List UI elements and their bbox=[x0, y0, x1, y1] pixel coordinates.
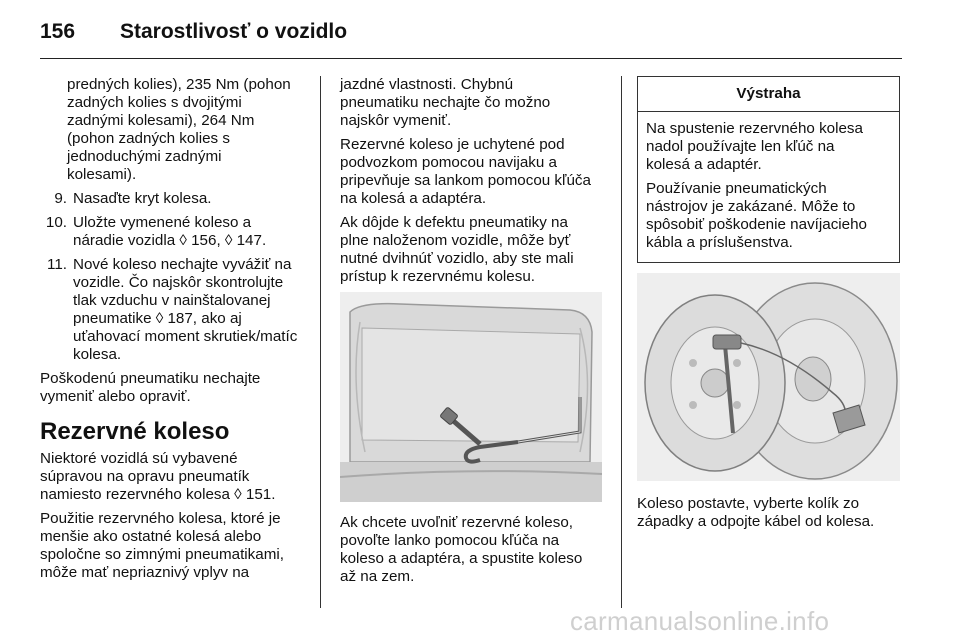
spare-wheel-illustration bbox=[637, 273, 900, 481]
text-line: jednoduchými zadnými bbox=[67, 148, 222, 165]
text-line: západky a odpojte kábel od kolesa. bbox=[637, 513, 875, 530]
text-line: vozidle. Čo najskôr skontrolujte bbox=[73, 274, 284, 291]
page-title: Starostlivosť o vozidlo bbox=[120, 20, 348, 43]
text-line: spôsobiť poškodenie navíjacieho bbox=[646, 216, 868, 233]
text-line: Rezervné koleso je uchytené pod bbox=[340, 136, 565, 153]
text-line: Na spustenie rezervného kolesa bbox=[646, 120, 863, 137]
text-line: Niektoré vozidlá sú vybavené bbox=[40, 450, 238, 467]
text-line: vymeniť alebo opraviť. bbox=[40, 388, 191, 405]
text-line: podvozkom pomocou navijaku a bbox=[340, 154, 557, 171]
text-line: Koleso postavte, vyberte kolík zo bbox=[637, 495, 860, 512]
text-line: uťahovací moment skrutiek/matíc bbox=[73, 328, 298, 345]
text-line: povoľte lanko pomocou kľúča na bbox=[340, 532, 560, 549]
text-line: zadných kolies s dvojitými bbox=[67, 94, 242, 111]
text-line: namiesto rezervného kolesa ◊ 151. bbox=[40, 486, 276, 503]
text-line: pneumatiku nechajte čo možno bbox=[340, 94, 551, 111]
text-line: Ak chcete uvoľniť rezervné koleso, bbox=[340, 514, 573, 531]
paragraph bbox=[646, 180, 891, 252]
step-number: 10. bbox=[45, 214, 67, 231]
paragraph bbox=[40, 510, 310, 582]
wrench-illustration-svg bbox=[340, 292, 602, 502]
column-2 bbox=[340, 76, 605, 592]
text-line: Použitie rezervného kolesa, ktoré je bbox=[40, 510, 281, 527]
text-line: (pohon zadných kolies s bbox=[67, 130, 230, 147]
warning-box bbox=[637, 76, 900, 263]
text-line: súpravou na opravu pneumatík bbox=[40, 468, 250, 485]
paragraph bbox=[340, 136, 605, 208]
text-line: Používanie pneumatických bbox=[646, 180, 827, 197]
text-line: kolesa. bbox=[73, 346, 122, 363]
text-line: koleso a adaptéra, a spustite koleso bbox=[340, 550, 583, 567]
text-line: nástrojov je zakázané. Môže to bbox=[646, 198, 856, 215]
text-line: menšie ako ostatné kolesá alebo bbox=[40, 528, 262, 545]
vehicle-rear-wrench-illustration bbox=[340, 292, 602, 502]
step-text bbox=[73, 214, 310, 250]
text-line: kolesami). bbox=[67, 166, 137, 183]
page-number: 156 bbox=[40, 20, 76, 43]
column-3 bbox=[637, 76, 900, 537]
list-item bbox=[40, 214, 310, 250]
paragraph bbox=[340, 76, 605, 130]
text-line: kolesá a adaptér. bbox=[646, 156, 762, 173]
list-item bbox=[40, 256, 310, 364]
warning-title: Výstraha bbox=[638, 77, 899, 112]
text-line: Ak dôjde k defektu pneumatiky na bbox=[340, 214, 568, 231]
text-line: pripevňuje sa lankom pomocou kľúča bbox=[340, 172, 591, 189]
paragraph bbox=[646, 120, 891, 174]
step-list bbox=[40, 190, 310, 364]
torque-continuation bbox=[40, 76, 310, 184]
column-separator-2 bbox=[621, 76, 622, 608]
section-heading: Rezervné koleso bbox=[40, 418, 230, 445]
paragraph bbox=[40, 450, 310, 504]
paragraph bbox=[40, 370, 310, 406]
step-number: 9. bbox=[54, 190, 67, 207]
text-line: zadnými kolesami), 264 Nm bbox=[67, 112, 255, 129]
step-text bbox=[73, 190, 310, 208]
paragraph bbox=[340, 214, 605, 286]
text-line: prístup k rezervnému kolesu. bbox=[340, 268, 535, 285]
text-line: tlak vzduchu v nainštalovanej bbox=[73, 292, 271, 309]
column-1 bbox=[40, 76, 310, 588]
text-line: môže mať nepriaznivý vplyv na bbox=[40, 564, 250, 581]
text-line: spoločne so zimnými pneumatikami, bbox=[40, 546, 284, 563]
paragraph bbox=[340, 514, 605, 586]
paragraph bbox=[637, 495, 900, 531]
text-line: až na zem. bbox=[340, 568, 415, 585]
text-line: nutné dvihnúť vozidlo, aby ste mali bbox=[340, 250, 574, 267]
list-item bbox=[40, 190, 310, 208]
text-line: kábla a príslušenstva. bbox=[646, 234, 793, 251]
text-line: náradie vozidla ◊ 156, ◊ 147. bbox=[73, 232, 267, 249]
text-line: jazdné vlastnosti. Chybnú bbox=[340, 76, 514, 93]
text-line: Nové koleso nechajte vyvážiť na bbox=[73, 256, 292, 273]
watermark: carmanualsonline.info bbox=[570, 606, 830, 636]
text-line: Poškodenú pneumatiku nechajte bbox=[40, 370, 261, 387]
column-separator-1 bbox=[320, 76, 321, 608]
step-text bbox=[73, 256, 310, 364]
text-line: nadol používajte len kľúč na bbox=[646, 138, 835, 155]
text-line: Nasaďte kryt kolesa. bbox=[73, 190, 212, 207]
text-line: najskôr vymeniť. bbox=[340, 112, 452, 129]
text-line: predných kolies), 235 Nm (pohon bbox=[67, 76, 291, 93]
page-header bbox=[40, 12, 920, 52]
text-line: plne naloženom vozidle, môže byť bbox=[340, 232, 571, 249]
header-rule bbox=[40, 58, 902, 59]
text-line: na kolesá a adaptéra. bbox=[340, 190, 487, 207]
warning-body bbox=[638, 112, 899, 262]
text-line: Uložte vymenené koleso a bbox=[73, 214, 252, 231]
spare-wheel-svg bbox=[637, 273, 900, 481]
step-number: 11. bbox=[47, 256, 67, 273]
text-line: pneumatike ◊ 187, ako aj bbox=[73, 310, 242, 327]
